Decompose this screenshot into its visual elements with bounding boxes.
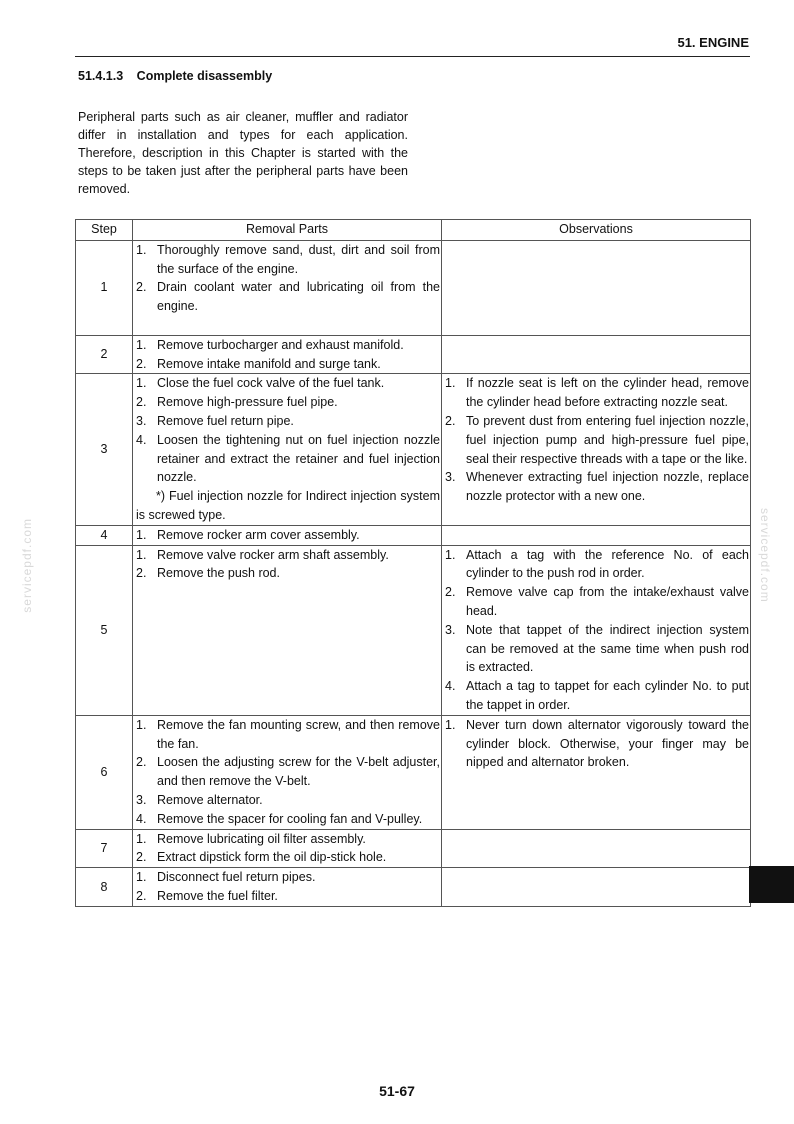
- item-text: Note that tappet of the indirect injection system can be removed at the same time when push rod is extracted.: [466, 622, 749, 675]
- removal-parts-list: [133, 526, 441, 545]
- section-title: Complete disassembly: [136, 69, 273, 83]
- removal-parts-cell: [133, 374, 442, 525]
- watermark-left: servicepdf.com: [20, 518, 34, 613]
- step-number-cell: 3: [76, 374, 133, 525]
- item-text: Disconnect fuel return pipes.: [157, 870, 316, 885]
- item-text: Thoroughly remove sand, dust, dirt and soil from the surface of the engine.: [157, 242, 440, 276]
- item-text: Remove valve rocker arm shaft assembly.: [157, 547, 389, 562]
- removal-parts-cell: [133, 868, 442, 907]
- list-item: [442, 374, 750, 412]
- item-text: To prevent dust from entering fuel injection nozzle, fuel injection pump and high-pressure fuel pipe, seal their respective threads with a tape or the like.: [466, 413, 749, 466]
- removal-parts-list: [133, 241, 441, 316]
- list-item: [133, 412, 441, 431]
- column-header-observations: Observations: [442, 220, 751, 241]
- list-item: [133, 393, 441, 412]
- item-text: Extract dipstick form the oil dip-stick hole.: [157, 850, 387, 865]
- list-item: [133, 355, 441, 374]
- item-text: Remove turbocharger and exhaust manifold.: [157, 337, 404, 352]
- section-heading: [78, 69, 272, 83]
- list-item: [133, 716, 441, 754]
- observations-list: [442, 716, 750, 772]
- observations-cell: [442, 335, 751, 374]
- list-item: [133, 241, 441, 279]
- item-number: 2.: [445, 413, 456, 428]
- list-item: [133, 887, 441, 906]
- removal-parts-cell: [133, 525, 442, 545]
- column-header-removal-parts: Removal Parts: [133, 220, 442, 241]
- list-item: [133, 868, 441, 887]
- observations-cell: [442, 868, 751, 907]
- table-row: [76, 240, 751, 335]
- item-number: 1.: [136, 527, 147, 542]
- observations-cell: [442, 240, 751, 335]
- list-item: [442, 621, 750, 677]
- list-item: [133, 526, 441, 545]
- list-item: [442, 677, 750, 715]
- item-text: Remove the fan mounting screw, and then remove the fan.: [157, 717, 440, 751]
- step-number-cell: 6: [76, 715, 133, 829]
- item-number: 2.: [136, 356, 147, 371]
- list-item: [442, 716, 750, 772]
- list-item: [133, 810, 441, 829]
- observations-cell: [442, 374, 751, 525]
- list-item: [133, 848, 441, 867]
- observations-cell: [442, 525, 751, 545]
- item-text: Remove lubricating oil filter assembly.: [157, 831, 366, 846]
- table-row: [76, 374, 751, 525]
- item-number: 4.: [136, 811, 147, 826]
- item-text: If nozzle seat is left on the cylinder head, remove the cylinder head before extracting nozzle seat.: [466, 376, 749, 410]
- removal-parts-note: *) Fuel injection nozzle for Indirect injection system is screwed type.: [136, 489, 440, 522]
- removal-parts-list: [133, 336, 441, 374]
- item-text: Remove alternator.: [157, 792, 263, 807]
- list-item: [442, 468, 750, 506]
- table-row: [76, 868, 751, 907]
- item-text: Loosen the adjusting screw for the V-belt adjuster, and then remove the V-belt.: [157, 755, 440, 789]
- chapter-title: 51. ENGINE: [677, 35, 749, 50]
- item-text: Never turn down alternator vigorously toward the cylinder block. Otherwise, your finger may be nipped and alternator broken.: [466, 717, 749, 770]
- item-number: 1.: [445, 376, 456, 391]
- item-number: 3.: [445, 470, 456, 485]
- removal-parts-list: [133, 374, 441, 487]
- list-item: [133, 431, 441, 487]
- removal-parts-list: [133, 546, 441, 584]
- item-number: 4.: [445, 679, 456, 694]
- item-number: 2.: [136, 755, 147, 770]
- list-item: [442, 546, 750, 584]
- column-header-step: Step: [76, 220, 133, 241]
- table-row: [76, 715, 751, 829]
- list-item: [133, 336, 441, 355]
- table-row: [76, 525, 751, 545]
- header-divider: [75, 56, 750, 57]
- list-item: [442, 412, 750, 468]
- removal-parts-cell: [133, 240, 442, 335]
- item-number: 1.: [136, 376, 147, 391]
- table-header-row: [76, 220, 751, 241]
- table-row: [76, 829, 751, 868]
- item-text: Remove the spacer for cooling fan and V-pulley.: [157, 811, 423, 826]
- removal-parts-list: [133, 868, 441, 906]
- disassembly-table: [75, 219, 751, 907]
- item-number: 1.: [445, 547, 456, 562]
- observations-list: [442, 546, 750, 715]
- page-number: 51-67: [379, 1083, 415, 1099]
- section-number: 51.4.1.3: [78, 69, 124, 83]
- step-number-cell: 1: [76, 240, 133, 335]
- list-item: [133, 753, 441, 791]
- intro-paragraph: Peripheral parts such as air cleaner, muffler and radiator differ in installation and types for each application. Therefore, description in this Chapter is started with the steps to be taken just after the peripheral parts have been removed.: [78, 110, 408, 196]
- list-item: [133, 278, 441, 316]
- step-number-cell: 2: [76, 335, 133, 374]
- item-text: Whenever extracting fuel injection nozzle, replace nozzle protector with a new one.: [466, 470, 749, 504]
- item-number: 1.: [136, 547, 147, 562]
- observations-cell: [442, 829, 751, 868]
- item-text: Remove the fuel filter.: [157, 888, 278, 903]
- item-text: Remove valve cap from the intake/exhaust valve head.: [466, 585, 749, 618]
- observations-list: [442, 374, 750, 506]
- removal-parts-list: [133, 830, 441, 868]
- item-number: 3.: [136, 792, 147, 807]
- removal-parts-list: [133, 716, 441, 829]
- item-number: 1.: [136, 870, 147, 885]
- removal-parts-cell: [133, 715, 442, 829]
- item-number: 1.: [136, 337, 147, 352]
- step-number-cell: 4: [76, 525, 133, 545]
- item-number: 3.: [136, 413, 147, 428]
- item-number: 1.: [445, 717, 456, 732]
- item-number: 1.: [136, 242, 147, 257]
- step-number-cell: 5: [76, 545, 133, 715]
- item-text: Remove high-pressure fuel pipe.: [157, 395, 338, 410]
- item-number: 2.: [136, 280, 147, 295]
- list-item: [442, 583, 750, 621]
- item-number: 2.: [136, 395, 147, 410]
- list-item: [133, 830, 441, 849]
- item-number: 2.: [136, 566, 147, 581]
- item-number: 4.: [136, 432, 147, 447]
- item-text: Loosen the tightening nut on fuel injection nozzle retainer and extract the retainer and fuel injection nozzle.: [157, 432, 440, 485]
- item-number: 1.: [136, 717, 147, 732]
- removal-parts-cell: [133, 545, 442, 715]
- item-number: 1.: [136, 831, 147, 846]
- item-text: Attach a tag to tappet for each cylinder No. to put the tappet in order.: [466, 679, 749, 712]
- item-text: Attach a tag with the reference No. of each cylinder to the push rod in order.: [466, 547, 749, 581]
- item-text: Remove intake manifold and surge tank.: [157, 356, 381, 371]
- list-item: [133, 564, 441, 583]
- watermark-right: servicepdf.com: [758, 508, 772, 603]
- item-number: 2.: [136, 850, 147, 865]
- item-number: 3.: [445, 622, 456, 637]
- removal-parts-cell: [133, 335, 442, 374]
- list-item: [133, 546, 441, 565]
- observations-cell: [442, 545, 751, 715]
- table-row: [76, 335, 751, 374]
- item-text: Remove the push rod.: [157, 566, 280, 581]
- item-number: 2.: [136, 888, 147, 903]
- list-item: [133, 374, 441, 393]
- item-text: Drain coolant water and lubricating oil from the engine.: [157, 280, 440, 314]
- item-text: Remove rocker arm cover assembly.: [157, 527, 360, 542]
- observations-cell: [442, 715, 751, 829]
- list-item: [133, 791, 441, 810]
- item-number: 2.: [445, 585, 456, 600]
- table-row: [76, 545, 751, 715]
- removal-parts-cell: [133, 829, 442, 868]
- item-text: Close the fuel cock valve of the fuel tank.: [157, 376, 385, 391]
- chapter-tab-marker: [749, 866, 794, 903]
- step-number-cell: 8: [76, 868, 133, 907]
- item-text: Remove fuel return pipe.: [157, 413, 294, 428]
- step-number-cell: 7: [76, 829, 133, 868]
